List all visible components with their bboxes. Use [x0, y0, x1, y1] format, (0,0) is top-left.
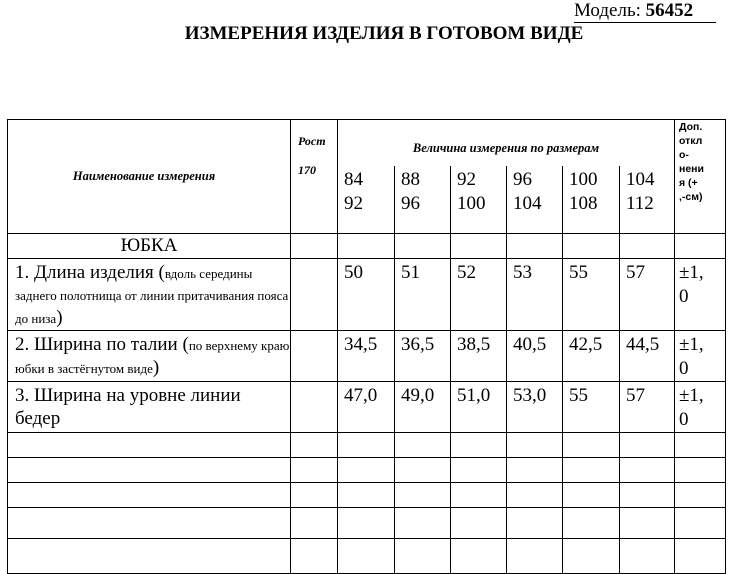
size-value: 55: [563, 382, 620, 433]
empty-row: [8, 433, 726, 458]
size-value: 57: [620, 259, 675, 331]
empty-row: [8, 458, 726, 483]
model-number-line: [574, 0, 716, 23]
size-value: 51,0: [451, 382, 507, 433]
measurement-name: 2. Ширина по талии (по верхнему краю юбки в застёгнутом виде): [8, 331, 291, 382]
model-number: 56452: [645, 0, 694, 21]
measurements-table: [7, 119, 726, 574]
measurement-name: 1. Длина изделия (вдоль середины заднего полотнища от линии притачивания пояса до низа): [8, 259, 291, 331]
column-header-height: [291, 120, 338, 234]
size-value: 34,5: [338, 331, 395, 382]
table-row: [8, 382, 726, 433]
height-label: Рост: [298, 134, 326, 148]
size-value: 40,5: [507, 331, 563, 382]
size-header: 88 96: [395, 166, 451, 234]
tolerance-value: ±1, 0: [675, 382, 726, 433]
measurement-name: 3. Ширина на уровне линии бедер: [8, 382, 291, 433]
size-header: 84 92: [338, 166, 395, 234]
height-value: 170: [298, 163, 316, 177]
size-header: 104 112: [620, 166, 675, 234]
size-value: 38,5: [451, 331, 507, 382]
table-row: [8, 259, 726, 331]
size-value: 53: [507, 259, 563, 331]
empty-row: [8, 539, 726, 574]
size-value: 44,5: [620, 331, 675, 382]
size-value: 55: [563, 259, 620, 331]
empty-row: [8, 483, 726, 508]
size-value: 53,0: [507, 382, 563, 433]
size-header: 92 100: [451, 166, 507, 234]
page-title: ИЗМЕРЕНИЯ ИЗДЕЛИЯ В ГОТОВОМ ВИДЕ: [184, 23, 584, 44]
section-title: ЮБКА: [8, 234, 291, 259]
tolerance-value: ±1, 0: [675, 259, 726, 331]
size-value: 47,0: [338, 382, 395, 433]
empty-row: [8, 508, 726, 539]
column-header-name: Наименование измерения: [8, 120, 291, 234]
size-value: 36,5: [395, 331, 451, 382]
size-value: 49,0: [395, 382, 451, 433]
column-header-tolerance: Доп. откл о- нени я (+ ,-см): [675, 120, 726, 234]
size-value: 42,5: [563, 331, 620, 382]
size-header: 96 104: [507, 166, 563, 234]
size-value: 57: [620, 382, 675, 433]
column-header-sizes: Величина измерения по размерам: [338, 120, 675, 166]
size-header: 100 108: [563, 166, 620, 234]
table-row: [8, 331, 726, 382]
model-label: Модель:: [574, 0, 641, 21]
tolerance-value: ±1, 0: [675, 331, 726, 382]
size-value: 52: [451, 259, 507, 331]
size-value: 51: [395, 259, 451, 331]
size-value: 50: [338, 259, 395, 331]
